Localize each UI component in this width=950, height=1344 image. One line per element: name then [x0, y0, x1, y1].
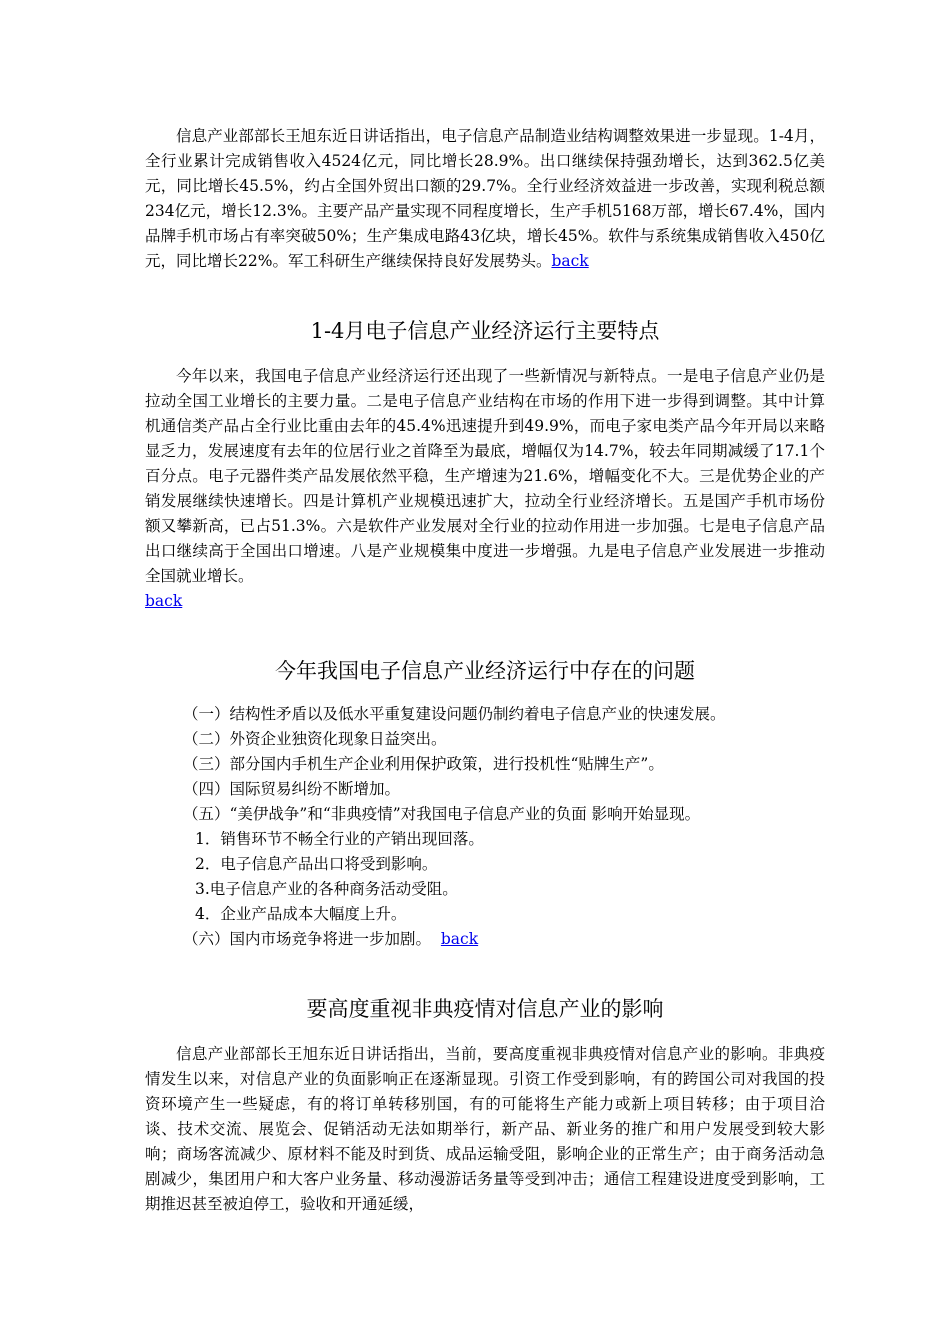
- back-link-3[interactable]: back: [440, 930, 479, 948]
- list-item-last: [145, 927, 825, 952]
- section-4-paragraph: [145, 1042, 825, 1217]
- section-2-title: 1-4月电子信息产业经济运行主要特点: [310, 319, 660, 343]
- list-item: （三）部分国内手机生产企业利用保护政策，进行投机性“贴牌生产”。: [183, 755, 664, 773]
- sub-list-item: 4．企业产品成本大幅度上升。: [195, 905, 407, 923]
- back-link-1[interactable]: back: [551, 252, 589, 270]
- list-item: （一）结构性矛盾以及低水平重复建设问题仍制约着电子信息产业的快速发展。: [183, 705, 726, 723]
- section-3-title: 今年我国电子信息产业经济运行中存在的问题: [275, 659, 695, 683]
- section-4-text: 信息产业部部长王旭东近日讲话指出，当前，要高度重视非典疫情对信息产业的影响。非典疫情发生以来，对信息产业的负面影响正在逐渐显现。引资工作受到影响，有的跨国公司对我国的投资环境产生一些疑虑，有的将订单转移别国，有的可能将生产能力或新上项目转移；由于项目洽谈、技术交流、展览会、促销活动无法如期举行，新产品、新业务的推广和用户发展受到较大影响；商场客流减少、原材料不能及时到货、成品运输受阻，影响企业的正常生产；由于商务活动急剧减少，集团用户和大客户业务量、移动漫游话务量等受到冲击；通信工程建设进度受到影响，工期推迟甚至被迫停工，验收和开通延缓，: [145, 1045, 825, 1213]
- section-2-paragraph: [145, 364, 825, 614]
- section-2-text: 今年以来，我国电子信息产业经济运行还出现了一些新情况与新特点。一是电子信息产业仍是拉动全国工业增长的主要力量。二是电子信息产业结构在市场的作用下进一步得到调整。其中计算机通信类产品占全行业比重由去年的45.4%迅速提升到49.9%，而电子家电类产品今年开局以来略显乏力，发展速度有去年的位居行业之首降至为最底，增幅仅为14.7%，较去年同期减缓了17.1个百分点。电子元器件类产品发展依然平稳，生产增速为21.6%，增幅变化不大。三是优势企业的产销发展继续快速增长。四是计算机产业规模迅速扩大，拉动全行业经济增长。五是国产手机市场份额又攀新高，已占51.3%。六是软件产业发展对全行业的拉动作用进一步加强。七是电子信息产品出口继续高于全国出口增速。八是产业规模集中度进一步增强。九是电子信息产业发展进一步推动全国就业增长。: [145, 367, 825, 585]
- list-item: （二）外资企业独资化现象日益突出。: [183, 730, 447, 748]
- list-item: （四）国际贸易纠纷不断增加。: [183, 780, 401, 798]
- list-item-text: （六）国内市场竞争将进一步加剧。: [183, 930, 432, 948]
- problem-list: [145, 702, 825, 952]
- sub-list-item: 2．电子信息产品出口将受到影响。: [195, 855, 438, 873]
- sub-list-item: 3.电子信息产业的各种商务活动受阻。: [195, 880, 458, 898]
- sub-list-item: 1．销售环节不畅全行业的产销出现回落。: [195, 830, 484, 848]
- section-1-text: 信息产业部部长王旭东近日讲话指出，电子信息产品制造业结构调整效果进一步显现。1-4月，全行业累计完成销售收入4524亿元，同比增长28.9%。出口继续保持强劲增长，达到362.5亿美元，同比增长45.5%，约占全国外贸出口额的29.7%。全行业经济效益进一步改善，实现利税总额234亿元，增长12.3%。主要产品产量实现不同程度增长，生产手机5168万部，增长67.4%，国内品牌手机市场占有率突破50%；生产集成电路43亿块，增长45%。软件与系统集成销售收入450亿元，同比增长22%。军工科研生产继续保持良好发展势头。: [145, 127, 825, 270]
- list-item: （五）“美伊战争”和“非典疫情”对我国电子信息产业的负面 影响开始显现。: [183, 805, 701, 823]
- section-4-title: 要高度重视非典疫情对信息产业的影响: [306, 997, 664, 1021]
- section-1-paragraph: [145, 124, 825, 274]
- document-page: [145, 124, 825, 1217]
- back-link-2[interactable]: back: [145, 592, 183, 610]
